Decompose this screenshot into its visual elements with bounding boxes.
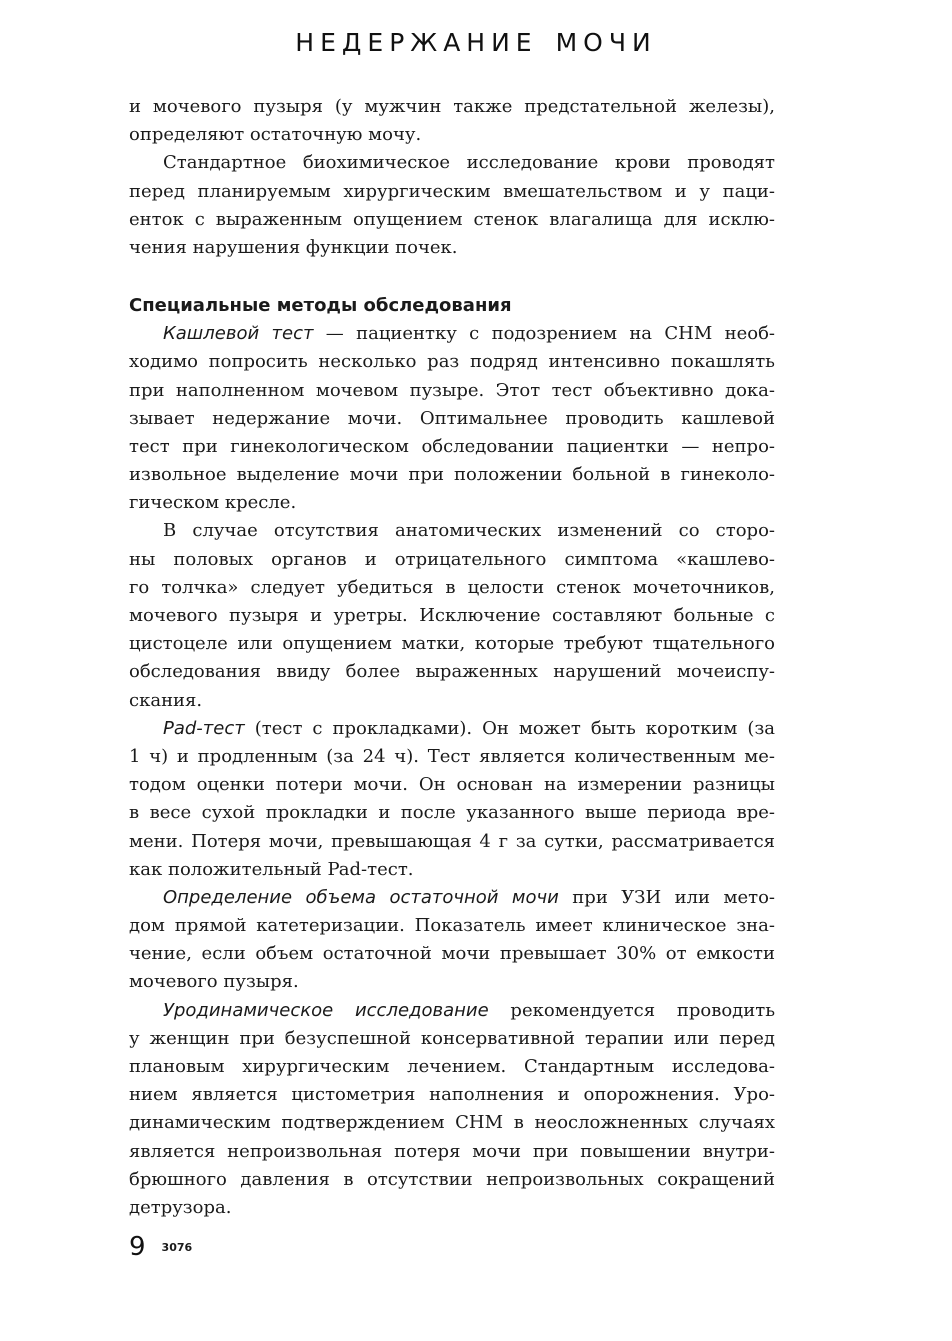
text-line: дом прямой катетеризации. Показатель имеет клиническое зна- [129,915,775,937]
text-line: мочевого пузыря. [129,971,299,993]
text-line: брюшного давления в отсутствии непроизвольных сокращений [129,1168,775,1190]
text-line: мочевого пузыря и уретры. Исключение составляют больные с [129,605,775,626]
text-line: извольное выделение мочи при положении больной в гинеколо- [129,464,775,486]
term-urodynamic-study: Уродинамическое исследование [163,999,489,1021]
text-line: мени. Потеря мочи, превышающая 4 г за сутки, рассматривается [129,830,775,852]
text-line: при наполненном мочевом пузыре. Этот тест объективно дока- [129,379,775,401]
text-line: перед планируемым хирургическим вмешательством и у паци- [129,180,775,202]
text-line: Pad-тест (тест с прокладками). Он может быть коротким (за [163,717,775,739]
text-line: детрузора. [129,1196,232,1218]
text-line: у женщин при безуспешной консервативной терапии или перед [129,1027,775,1049]
text-line: ходимо попросить несколько раз подряд интенсивно покашлять [129,351,775,373]
text-line: является непроизвольная потеря мочи при повышении внутри- [129,1140,775,1162]
term-cough-test: Кашлевой тест [163,323,314,345]
term-pad-test: Pad-тест [163,717,245,739]
body-text [129,93,775,1222]
text-line: Уродинамическое исследование рекомендуется проводить [163,999,775,1021]
text-line: Кашлевой тест — пациентку с подозрением на СНМ необ- [163,323,775,345]
text-line: Определение объема остаточной мочи при УЗИ или мето- [163,886,775,908]
term-residual-urine: Определение объема остаточной мочи [163,886,559,908]
running-head [0,28,952,57]
text-line: и мочевого пузыря (у мужчин также предстательной железы), [129,96,775,117]
text-line: чение, если объем остаточной мочи превышает 30% от емкости [129,943,775,965]
running-head-word-1: НЕДЕРЖАНИЕ [295,28,538,57]
page-footer [129,1232,192,1262]
text-line: го толчка» следует убедиться в целости стенок мочеточников, [129,576,775,598]
text-line: В случае отсутствия анатомических изменений со сторо- [163,520,775,542]
text-line: 1 ч) и продленным (за 24 ч). Тест является количественным ме- [129,745,775,767]
text-line: енток с выраженным опущением стенок влагалища для исклю- [129,208,775,230]
text-line: как положительный Pad-тест. [129,858,414,880]
text-line: определяют остаточную мочу. [129,124,422,146]
text-line: гическом кресле. [129,492,297,514]
section-heading: Специальные методы обследования [129,295,512,317]
text-line: тест при гинекологическом обследовании пациентки — непро- [129,435,775,457]
text-line: цистоцеле или опущением матки, которые требуют тщательного [129,633,775,655]
page-number: 9 [129,1232,146,1262]
text-line: Стандартное биохимическое исследование крови проводят [163,152,775,174]
running-head-word-2: МОЧИ [555,28,657,57]
text-line: динамическим подтверждением СНМ в неосложненных случаях [129,1112,775,1134]
text-line: зывает недержание мочи. Оптимальнее проводить кашлевой [129,407,775,429]
text-line: нием является цистометрия наполнения и опорожнения. Уро- [129,1084,775,1106]
text-line: чения нарушения функции почек. [129,236,458,258]
text-line: в весе сухой прокладки и после указанного выше периода вре- [129,802,775,824]
print-code: 3076 [161,1241,193,1254]
text-line: плановым хирургическим лечением. Стандартным исследова- [129,1056,775,1077]
text-line: тодом оценки потери мочи. Он основан на измерении разницы [129,774,775,796]
text-line: скания. [129,689,203,711]
text-line: ны половых органов и отрицательного симптома «кашлево- [129,548,775,570]
text-line: обследования ввиду более выраженных нарушений мочеиспу- [129,661,775,683]
